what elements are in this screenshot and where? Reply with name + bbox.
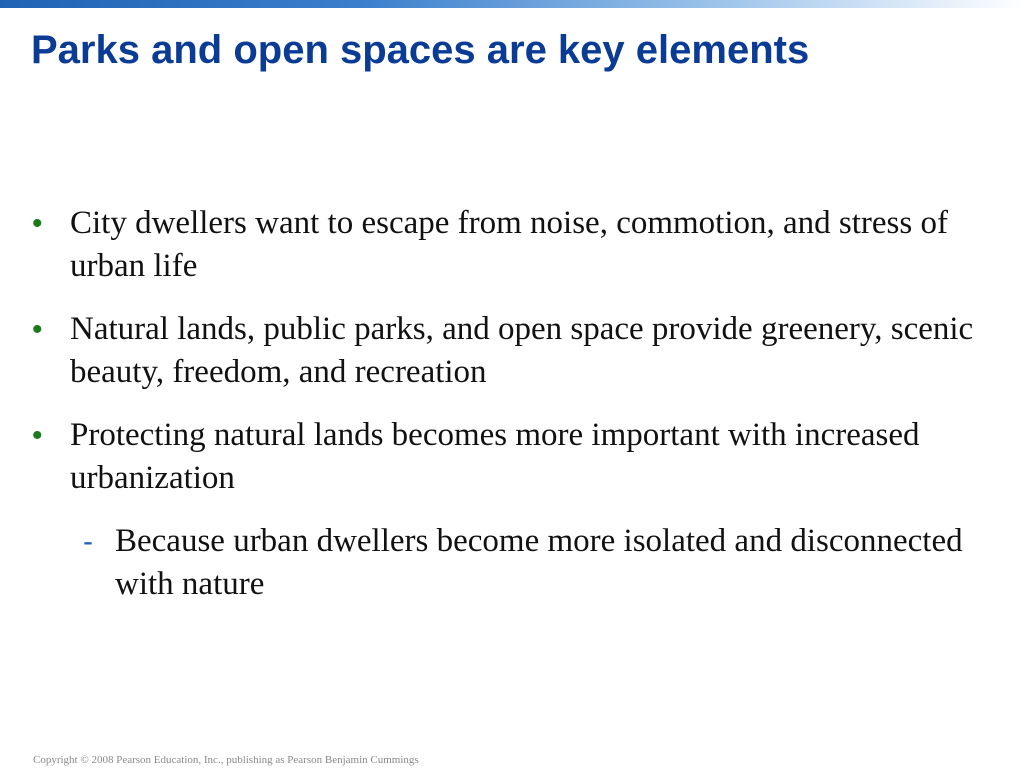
copyright-footer: Copyright © 2008 Pearson Education, Inc., publishing as Pearson Benjamin Cummings <box>33 754 419 766</box>
top-gradient-band <box>0 0 1024 8</box>
slide-title: Parks and open spaces are key elements <box>31 28 810 72</box>
dash-icon: - <box>83 525 93 558</box>
bullet-item <box>32 202 1002 288</box>
bullet-text: Natural lands, public parks, and open space provide greenery, scenic beauty, freedom, and recreation <box>70 311 974 390</box>
bullet-item <box>32 414 1002 500</box>
bullet-dot-icon: • <box>32 207 43 240</box>
bullet-text: City dwellers want to escape from noise, commotion, and stress of urban life <box>70 205 948 284</box>
bullet-dot-icon: • <box>32 313 43 346</box>
sub-bullet-item <box>32 520 1002 606</box>
bullet-list <box>32 202 1002 606</box>
sub-bullet-text: Because urban dwellers become more isolated and disconnected with nature <box>115 523 963 602</box>
bullet-dot-icon: • <box>32 419 43 452</box>
bullet-text: Protecting natural lands becomes more important with increased urbanization <box>70 417 920 496</box>
bullet-item <box>32 308 1002 394</box>
